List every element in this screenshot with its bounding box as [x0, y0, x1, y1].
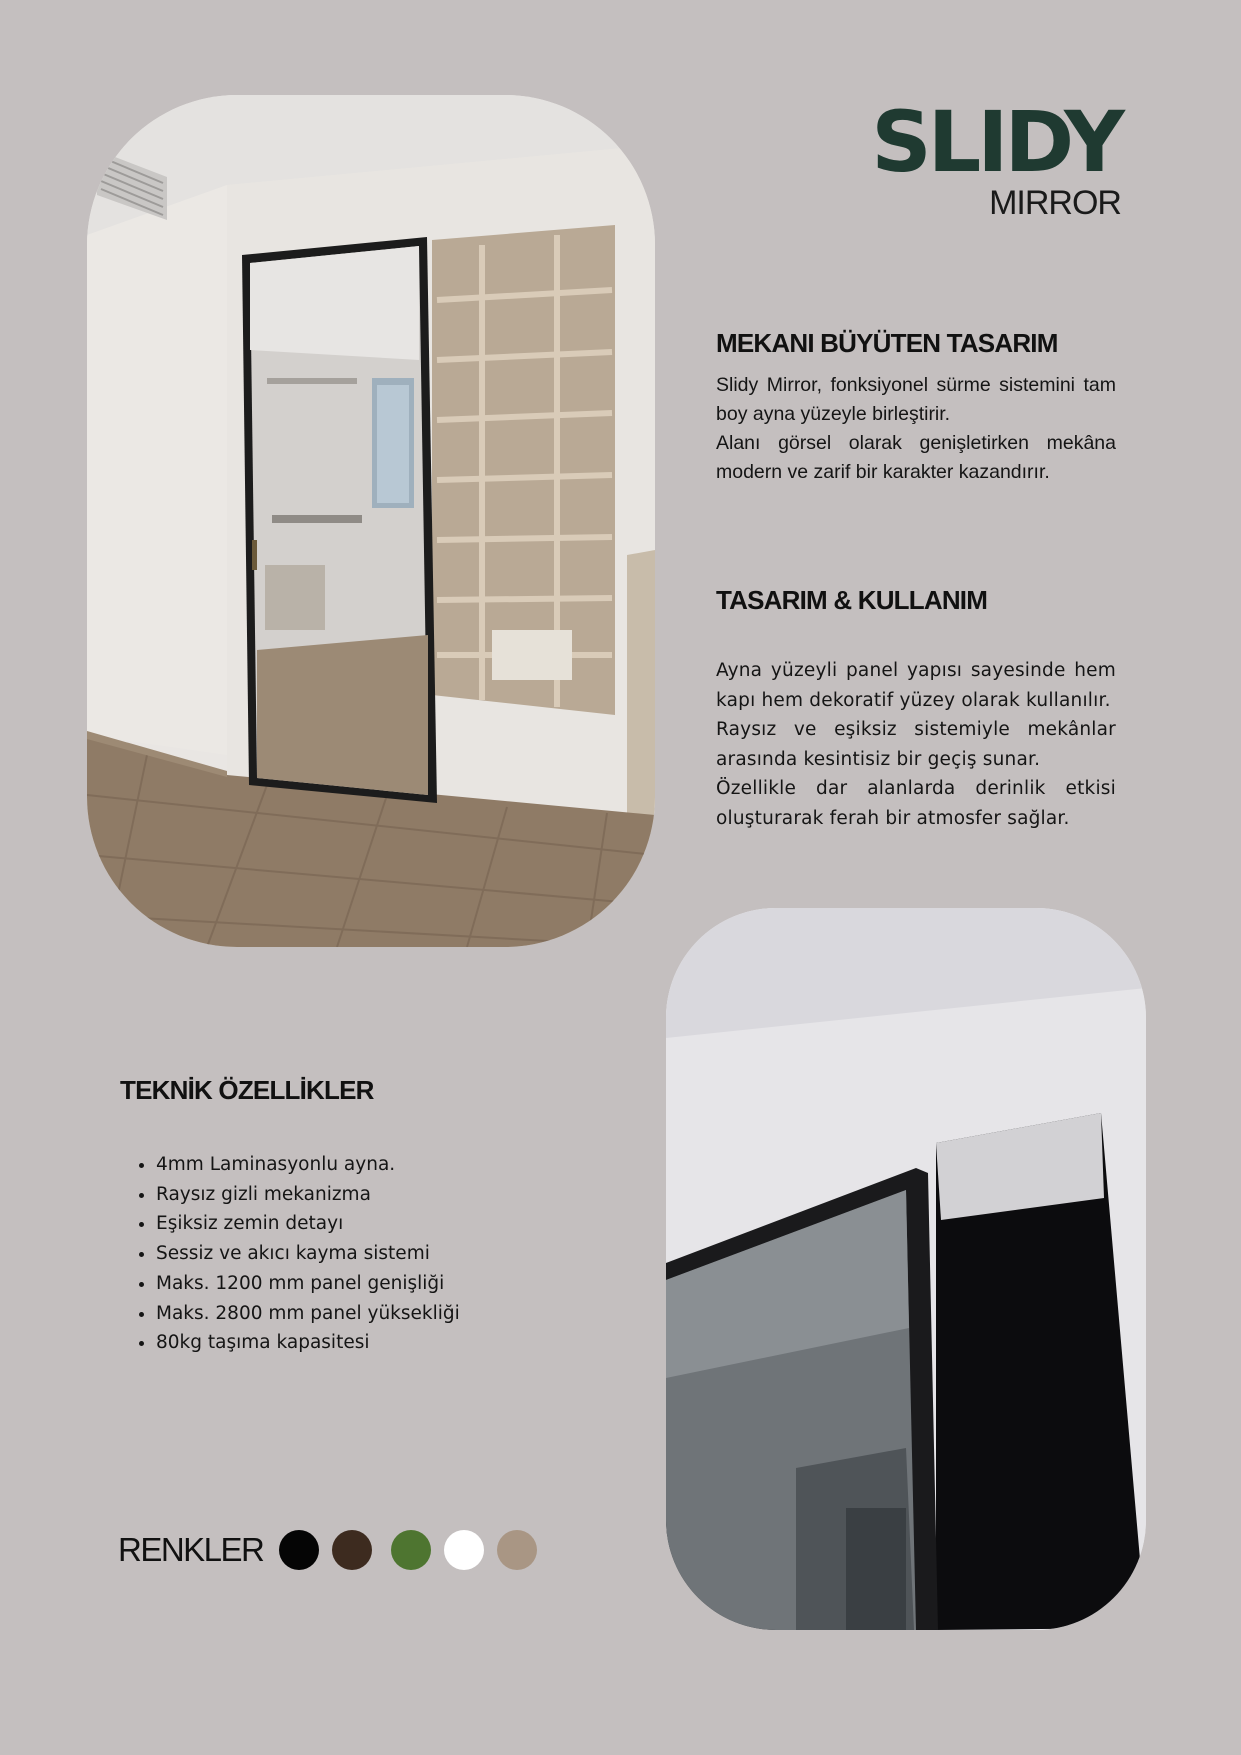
- color-swatch-white[interactable]: [444, 1530, 484, 1570]
- mirror-panel: [242, 237, 437, 803]
- color-swatch-brown[interactable]: [332, 1530, 372, 1570]
- logo-wordmark: SLIDY: [871, 93, 1121, 191]
- spec-item: • Maks. 1200 mm panel genişliği: [156, 1269, 600, 1299]
- section-title: TASARIM & KULLANIM: [716, 585, 988, 615]
- color-swatch-green[interactable]: [391, 1530, 431, 1570]
- color-swatch-beige[interactable]: [497, 1530, 537, 1570]
- brand-logo: [871, 93, 1121, 222]
- paragraph: Alanı görsel olarak genişletirken mekâna modern ve zarif bir karakter kazandırır.: [716, 432, 1116, 483]
- spec-item: • 4mm Laminasyonlu ayna.: [156, 1150, 600, 1180]
- spec-item: • Eşiksiz zemin detayı: [156, 1209, 600, 1239]
- section-title: TEKNİK ÖZELLİKLER: [120, 1075, 374, 1105]
- color-swatch-black[interactable]: [279, 1530, 319, 1570]
- section-design-usage: [716, 585, 1116, 833]
- section-design-intro: [716, 328, 1116, 487]
- colors-label: RENKLER: [118, 1531, 264, 1568]
- spec-item: • Raysız gizli mekanizma: [156, 1180, 600, 1210]
- section-title: MEKANI BÜYÜTEN TASARIM: [716, 328, 1058, 358]
- logo-subtitle: MIRROR: [989, 184, 1121, 222]
- spec-item: • Maks. 2800 mm panel yüksekliği: [156, 1299, 600, 1329]
- spec-item: • Sessiz ve akıcı kayma sistemi: [156, 1239, 600, 1269]
- paragraph: Slidy Mirror, fonksiyonel sürme sistemini tam boy ayna yüzeyle birleştirir.: [716, 374, 1116, 425]
- spec-list: [120, 1150, 600, 1358]
- mirror-closeup-photo: [666, 908, 1146, 1630]
- paragraph: Özellikle dar alanlarda derinlik etkisi oluşturarak ferah bir atmosfer sağlar.: [716, 778, 1116, 829]
- paragraph: Ayna yüzeyli panel yapısı sayesinde hem kapı hem dekoratif yüzey olarak kullanılır.: [716, 660, 1116, 711]
- room-mirror-photo: [87, 95, 655, 947]
- color-options: [118, 1530, 550, 1570]
- spec-item: • 80kg taşıma kapasitesi: [156, 1328, 600, 1358]
- paragraph: Raysız ve eşiksiz sistemiyle mekânlar arasında kesintisiz bir geçiş sunar.: [716, 719, 1116, 770]
- section-technical-specs: [120, 1075, 600, 1358]
